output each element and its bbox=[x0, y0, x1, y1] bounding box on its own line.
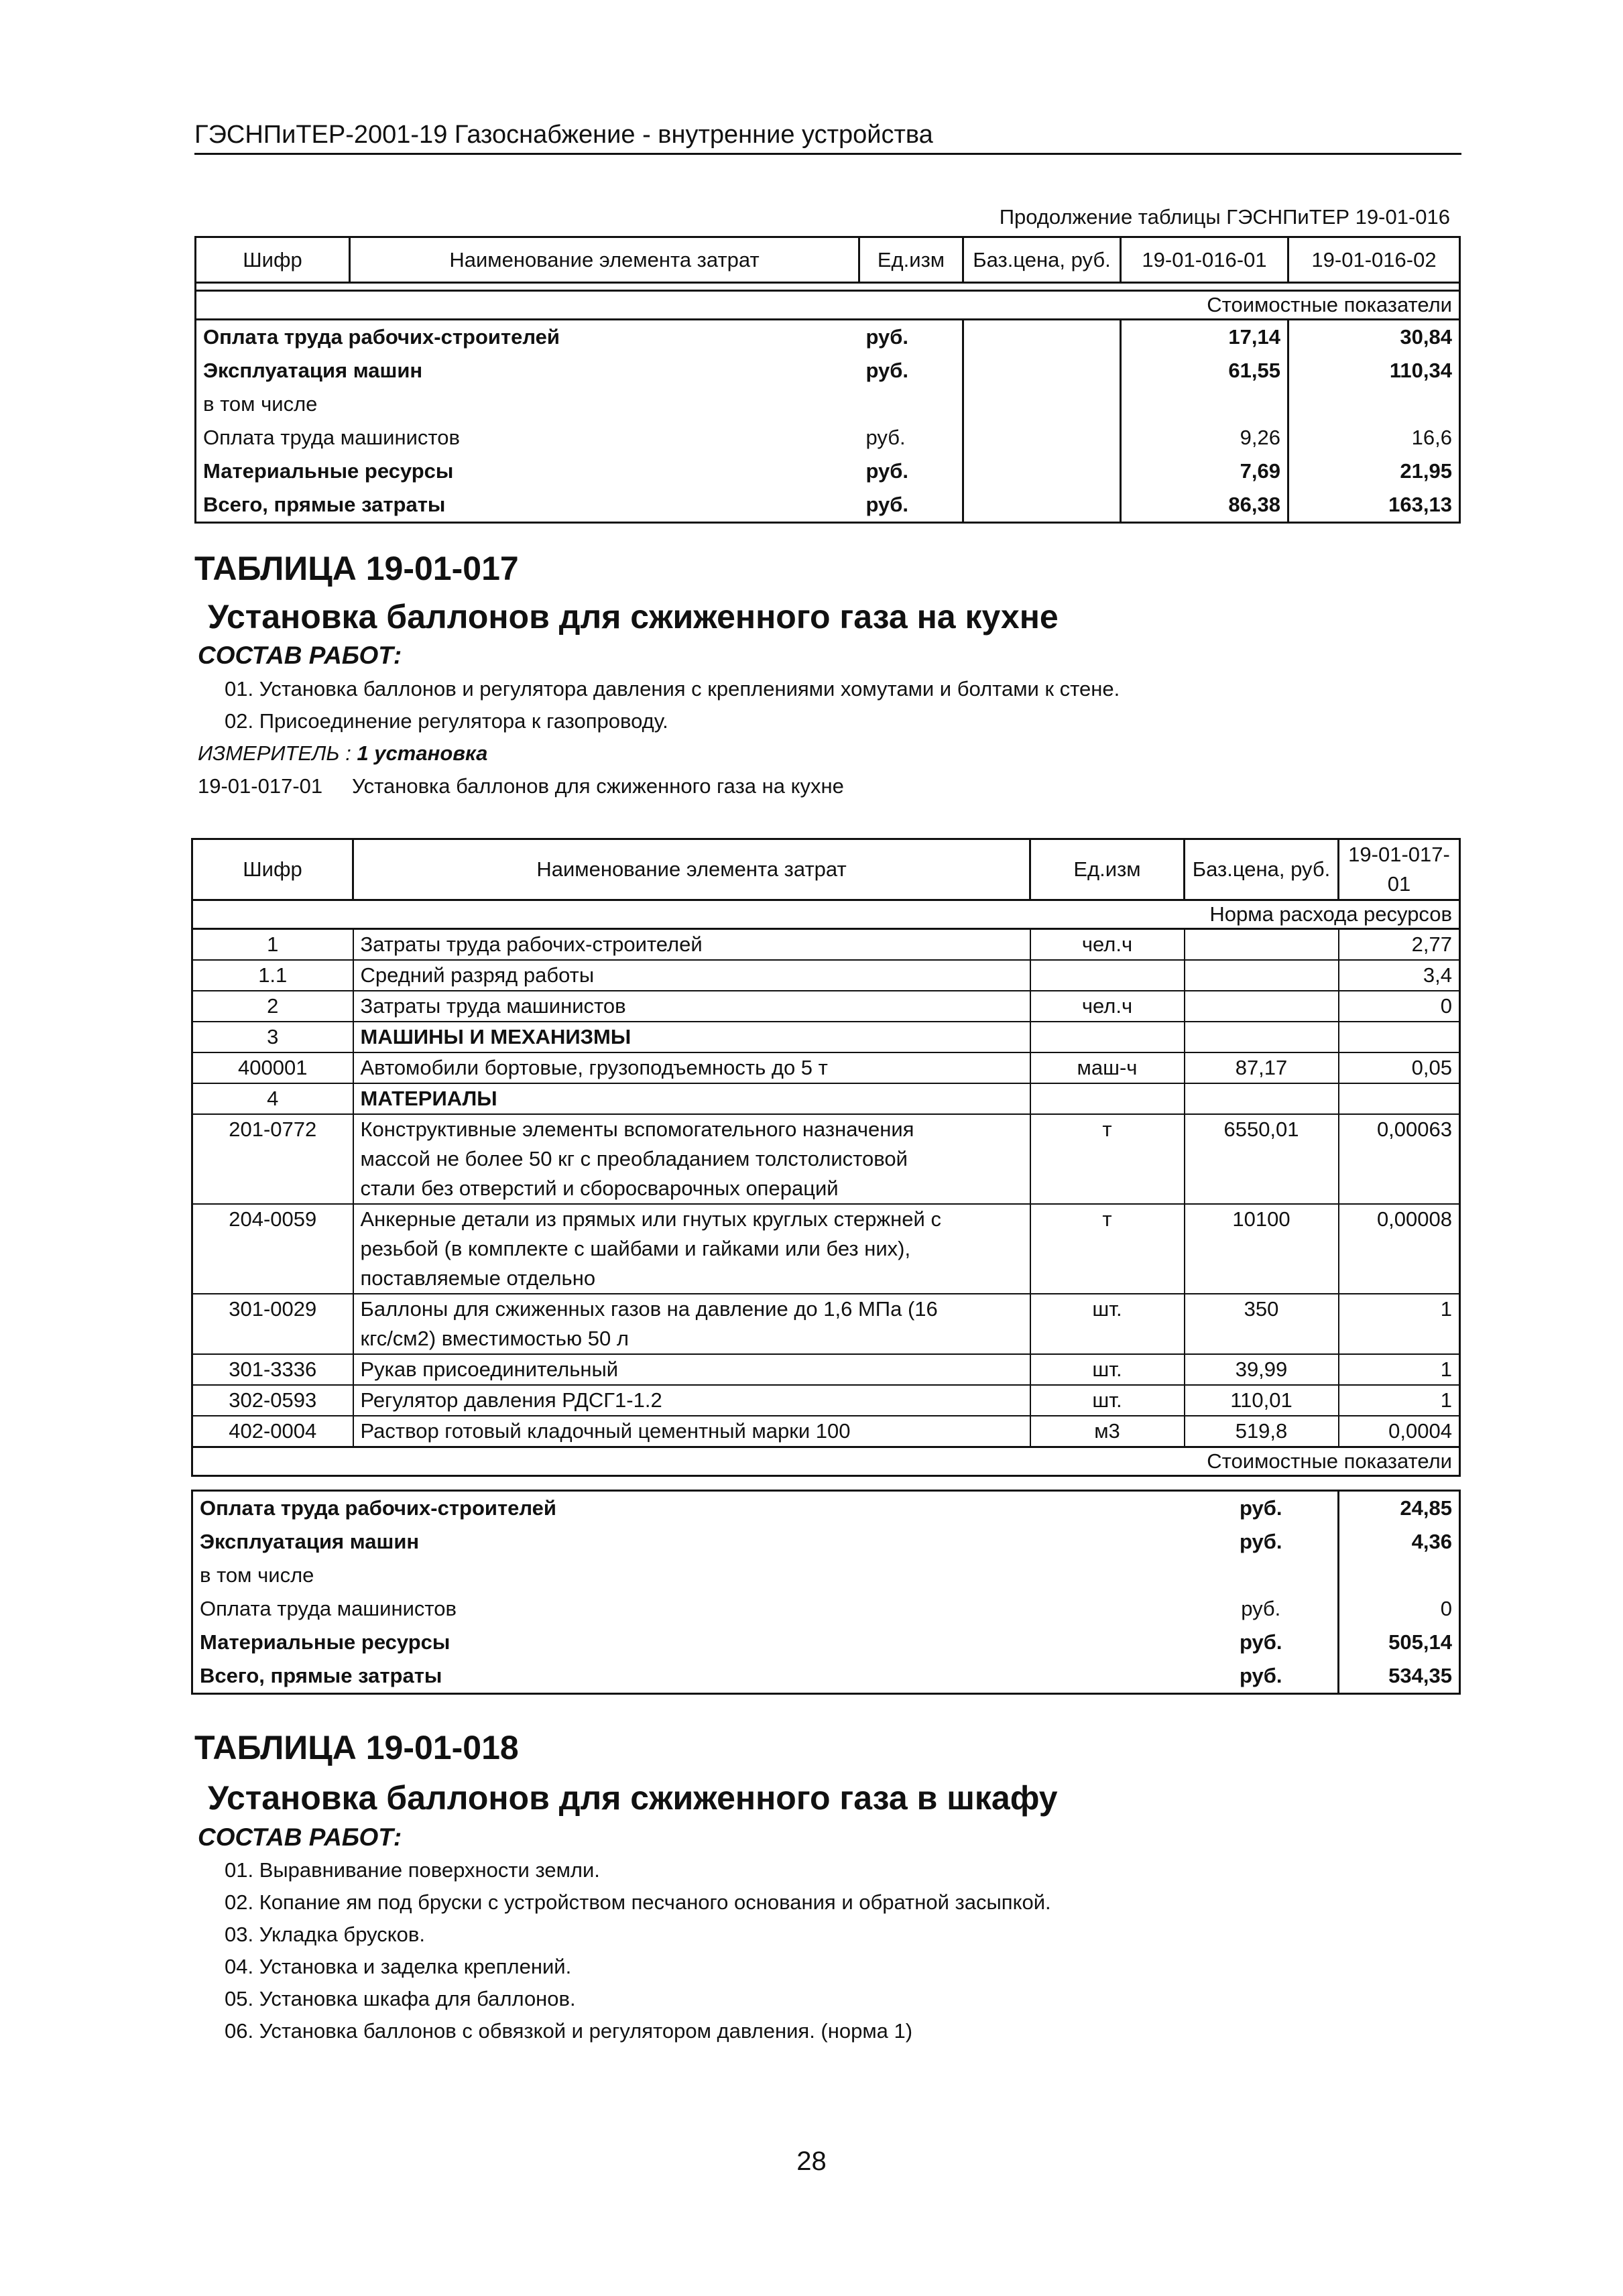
col-norm-header: 19-01-017-01 bbox=[1339, 839, 1460, 900]
resource-unit: чел.ч bbox=[1030, 991, 1185, 1022]
resource-row bbox=[192, 1354, 1460, 1385]
resource-unit: шт. bbox=[1030, 1354, 1185, 1385]
table-018-sostav-label: СОСТАВ РАБОТ: bbox=[198, 1823, 402, 1851]
col-norm-01-header: 19-01-016-01 bbox=[1121, 237, 1288, 283]
resource-code: 3 bbox=[192, 1022, 353, 1052]
resource-name: Затраты труда машинистов bbox=[353, 991, 1030, 1022]
cost-unit: руб. bbox=[1185, 1626, 1339, 1659]
resource-unit: чел.ч bbox=[1030, 929, 1185, 961]
cost-value: 24,85 bbox=[1339, 1491, 1460, 1526]
cost-value-01: 7,69 bbox=[1121, 455, 1288, 488]
cost-name: Оплата труда рабочих-строителей bbox=[192, 1491, 1185, 1526]
work-item: 02. Копание ям под бруски с устройством песчаного основания и обратной засыпкой. bbox=[225, 1890, 1051, 1914]
table-016-costs bbox=[194, 236, 1461, 524]
resource-code: 1 bbox=[192, 929, 353, 961]
continuation-note: Продолжение таблицы ГЭСНПиТЕР 19-01-016 bbox=[999, 205, 1450, 229]
col-unit-header: Ед.изм bbox=[859, 237, 963, 283]
cost-name: в том числе bbox=[196, 387, 859, 421]
cost-value-02: 163,13 bbox=[1288, 488, 1460, 523]
running-header: ГЭСНПиТЕР-2001-19 Газоснабжение - внутренние устройства bbox=[194, 119, 1461, 155]
cost-unit: руб. bbox=[859, 354, 963, 387]
resource-price: 10100 bbox=[1185, 1204, 1339, 1294]
table-017-title: Установка баллонов для сжиженного газа на кухне bbox=[208, 598, 1059, 636]
resource-code: 400001 bbox=[192, 1052, 353, 1083]
resource-price: 87,17 bbox=[1185, 1052, 1339, 1083]
table-017-costs bbox=[191, 1490, 1461, 1695]
cost-price bbox=[963, 354, 1121, 387]
cost-row bbox=[196, 488, 1460, 523]
work-item: 01. Выравнивание поверхности земли. bbox=[225, 1858, 600, 1882]
cost-value-01: 17,14 bbox=[1121, 320, 1288, 355]
resource-unit: м3 bbox=[1030, 1416, 1185, 1447]
cost-price bbox=[963, 320, 1121, 355]
resource-price bbox=[1185, 1022, 1339, 1052]
cost-row bbox=[196, 320, 1460, 355]
cost-row bbox=[196, 387, 1460, 421]
work-item: 02. Присоединение регулятора к газопроводу. bbox=[225, 709, 668, 733]
cost-band-label: Стоимостные показатели bbox=[196, 291, 1460, 320]
cost-row bbox=[192, 1559, 1460, 1592]
cost-unit: руб. bbox=[859, 455, 963, 488]
resource-unit: маш-ч bbox=[1030, 1052, 1185, 1083]
resource-row bbox=[192, 1114, 1460, 1204]
work-item: 01. Установка баллонов и регулятора давления с креплениями хомутами и болтами к стене. bbox=[225, 677, 1120, 701]
resource-norm: 0 bbox=[1339, 991, 1460, 1022]
cost-row bbox=[192, 1626, 1460, 1659]
resource-price: 110,01 bbox=[1185, 1385, 1339, 1416]
cost-row bbox=[196, 354, 1460, 387]
work-item: 06. Установка баллонов с обвязкой и регулятором давления. (норма 1) bbox=[225, 2019, 913, 2043]
meter-value: 1 установка bbox=[357, 741, 488, 765]
cost-unit: руб. bbox=[859, 320, 963, 355]
cost-value: 0 bbox=[1339, 1592, 1460, 1626]
resource-code: 1.1 bbox=[192, 960, 353, 991]
resource-price bbox=[1185, 929, 1339, 961]
resource-name: Раствор готовый кладочный цементный марки 100 bbox=[353, 1416, 1030, 1447]
resource-price bbox=[1185, 960, 1339, 991]
cost-unit: руб. bbox=[1185, 1592, 1339, 1626]
cost-row bbox=[192, 1491, 1460, 1526]
cost-name: Эксплуатация машин bbox=[192, 1525, 1185, 1559]
resource-name: МАШИНЫ И МЕХАНИЗМЫ bbox=[353, 1022, 1030, 1052]
col-code-header: Шифр bbox=[196, 237, 350, 283]
cost-value-02: 16,6 bbox=[1288, 421, 1460, 455]
resource-norm: 0,0004 bbox=[1339, 1416, 1460, 1447]
resource-price bbox=[1185, 991, 1339, 1022]
resource-unit bbox=[1030, 1022, 1185, 1052]
resource-code: 204-0059 bbox=[192, 1204, 353, 1294]
resource-norm: 1 bbox=[1339, 1294, 1460, 1354]
cost-row bbox=[192, 1525, 1460, 1559]
resource-unit bbox=[1030, 1083, 1185, 1114]
table-017-sostav-label: СОСТАВ РАБОТ: bbox=[198, 642, 402, 669]
cost-unit: руб. bbox=[1185, 1659, 1339, 1694]
resource-row bbox=[192, 1294, 1460, 1354]
cost-value-02: 21,95 bbox=[1288, 455, 1460, 488]
cost-name: в том числе bbox=[192, 1559, 1185, 1592]
resource-norm: 0,00008 bbox=[1339, 1204, 1460, 1294]
cost-row bbox=[196, 455, 1460, 488]
table-017-code-line bbox=[198, 773, 844, 800]
resource-price bbox=[1185, 1083, 1339, 1114]
cost-row bbox=[196, 421, 1460, 455]
resource-code: 201-0772 bbox=[192, 1114, 353, 1204]
band-row bbox=[192, 1447, 1460, 1476]
resource-name: Автомобили бортовые, грузоподъемность до 5 т bbox=[353, 1052, 1030, 1083]
cost-unit: руб. bbox=[859, 421, 963, 455]
col-name-header: Наименование элемента затрат bbox=[353, 839, 1030, 900]
resource-code: 2 bbox=[192, 991, 353, 1022]
resource-code: 301-3336 bbox=[192, 1354, 353, 1385]
resource-norm: 1 bbox=[1339, 1385, 1460, 1416]
resource-norm bbox=[1339, 1083, 1460, 1114]
resource-unit: т bbox=[1030, 1114, 1185, 1204]
cost-value-02 bbox=[1288, 387, 1460, 421]
cost-price bbox=[963, 488, 1121, 523]
cost-price bbox=[963, 455, 1121, 488]
cost-name: Всего, прямые затраты bbox=[196, 488, 859, 523]
resource-norm: 2,77 bbox=[1339, 929, 1460, 961]
norm-code: 19-01-017-01 bbox=[198, 774, 323, 798]
spacer-row bbox=[196, 283, 1460, 291]
resource-name: Средний разряд работы bbox=[353, 960, 1030, 991]
cost-name: Оплата труда рабочих-строителей bbox=[196, 320, 859, 355]
work-item: 03. Укладка брусков. bbox=[225, 1923, 425, 1946]
resource-row bbox=[192, 1052, 1460, 1083]
resource-price: 6550,01 bbox=[1185, 1114, 1339, 1204]
cost-name: Материальные ресурсы bbox=[196, 455, 859, 488]
cost-value-01: 61,55 bbox=[1121, 354, 1288, 387]
cost-name: Материальные ресурсы bbox=[192, 1626, 1185, 1659]
cost-name: Оплата труда машинистов bbox=[196, 421, 859, 455]
resource-unit bbox=[1030, 960, 1185, 991]
cost-unit bbox=[1185, 1559, 1339, 1592]
resource-name: Баллоны для сжиженных газов на давление до 1,6 МПа (16 кгс/см2) вместимостью 50 л bbox=[353, 1294, 1030, 1354]
work-item: 04. Установка и заделка креплений. bbox=[225, 1955, 572, 1978]
cost-name: Эксплуатация машин bbox=[196, 354, 859, 387]
cost-row bbox=[192, 1659, 1460, 1694]
table-017-meter bbox=[198, 740, 487, 767]
resource-price: 519,8 bbox=[1185, 1416, 1339, 1447]
resource-norm: 0,05 bbox=[1339, 1052, 1460, 1083]
band-row bbox=[192, 900, 1460, 929]
table-018-number: ТАБЛИЦА 19-01-018 bbox=[194, 1729, 519, 1766]
resource-code: 301-0029 bbox=[192, 1294, 353, 1354]
resource-unit: шт. bbox=[1030, 1385, 1185, 1416]
cost-value: 505,14 bbox=[1339, 1626, 1460, 1659]
cost-unit: руб. bbox=[1185, 1491, 1339, 1526]
resource-row bbox=[192, 929, 1460, 961]
cost-unit: руб. bbox=[1185, 1525, 1339, 1559]
page-number: 28 bbox=[796, 2147, 827, 2176]
resource-price: 350 bbox=[1185, 1294, 1339, 1354]
cost-value-01: 9,26 bbox=[1121, 421, 1288, 455]
resource-name: Затраты труда рабочих-строителей bbox=[353, 929, 1030, 961]
resource-row bbox=[192, 991, 1460, 1022]
resource-row bbox=[192, 1022, 1460, 1052]
table-018-title: Установка баллонов для сжиженного газа в шкафу bbox=[208, 1779, 1058, 1817]
col-code-header: Шифр bbox=[192, 839, 353, 900]
cost-value-02: 110,34 bbox=[1288, 354, 1460, 387]
resource-norm: 1 bbox=[1339, 1354, 1460, 1385]
resource-row bbox=[192, 1204, 1460, 1294]
col-unit-header: Ед.изм bbox=[1030, 839, 1185, 900]
cost-band-label: Стоимостные показатели bbox=[192, 1447, 1460, 1476]
norm-band-label: Норма расхода ресурсов bbox=[192, 900, 1460, 929]
resource-name: МАТЕРИАЛЫ bbox=[353, 1083, 1030, 1114]
cost-row bbox=[192, 1592, 1460, 1626]
work-item: 05. Установка шкафа для баллонов. bbox=[225, 1987, 576, 2010]
cost-name: Всего, прямые затраты bbox=[192, 1659, 1185, 1694]
cost-name: Оплата труда машинистов bbox=[192, 1592, 1185, 1626]
col-norm-02-header: 19-01-016-02 bbox=[1288, 237, 1460, 283]
resource-row bbox=[192, 1083, 1460, 1114]
resource-row bbox=[192, 960, 1460, 991]
resource-unit: шт. bbox=[1030, 1294, 1185, 1354]
table-header-row bbox=[196, 237, 1460, 283]
resource-code: 302-0593 bbox=[192, 1385, 353, 1416]
resource-name: Конструктивные элементы вспомогательного назначения массой не более 50 кг с преобладанием толстолистовой стали без отверстий и сборосварочных операций bbox=[353, 1114, 1030, 1204]
band-row bbox=[196, 291, 1460, 320]
resource-name: Регулятор давления РДСГ1-1.2 bbox=[353, 1385, 1030, 1416]
cost-value-01 bbox=[1121, 387, 1288, 421]
table-017-resources bbox=[191, 838, 1461, 1477]
cost-value bbox=[1339, 1559, 1460, 1592]
cost-value-02: 30,84 bbox=[1288, 320, 1460, 355]
cost-value-01: 86,38 bbox=[1121, 488, 1288, 523]
resource-row bbox=[192, 1416, 1460, 1447]
cost-unit: руб. bbox=[859, 488, 963, 523]
table-017-number: ТАБЛИЦА 19-01-017 bbox=[194, 550, 519, 587]
cost-price bbox=[963, 387, 1121, 421]
resource-norm: 0,00063 bbox=[1339, 1114, 1460, 1204]
table-header-row bbox=[192, 839, 1460, 900]
col-price-header: Баз.цена, руб. bbox=[963, 237, 1121, 283]
resource-price: 39,99 bbox=[1185, 1354, 1339, 1385]
resource-norm: 3,4 bbox=[1339, 960, 1460, 991]
cost-unit bbox=[859, 387, 963, 421]
col-price-header: Баз.цена, руб. bbox=[1185, 839, 1339, 900]
resource-unit: т bbox=[1030, 1204, 1185, 1294]
cost-value: 4,36 bbox=[1339, 1525, 1460, 1559]
resource-code: 4 bbox=[192, 1083, 353, 1114]
resource-code: 402-0004 bbox=[192, 1416, 353, 1447]
resource-name: Анкерные детали из прямых или гнутых круглых стержней с резьбой (в комплекте с шайбами и гайками или без них), поставляемые отдельно bbox=[353, 1204, 1030, 1294]
resource-norm bbox=[1339, 1022, 1460, 1052]
cost-value: 534,35 bbox=[1339, 1659, 1460, 1694]
resource-row bbox=[192, 1385, 1460, 1416]
norm-code-title: Установка баллонов для сжиженного газа на кухне bbox=[352, 774, 844, 798]
cost-price bbox=[963, 421, 1121, 455]
col-name-header: Наименование элемента затрат bbox=[350, 237, 859, 283]
resource-name: Рукав присоединительный bbox=[353, 1354, 1030, 1385]
meter-label: ИЗМЕРИТЕЛЬ : bbox=[198, 741, 351, 765]
